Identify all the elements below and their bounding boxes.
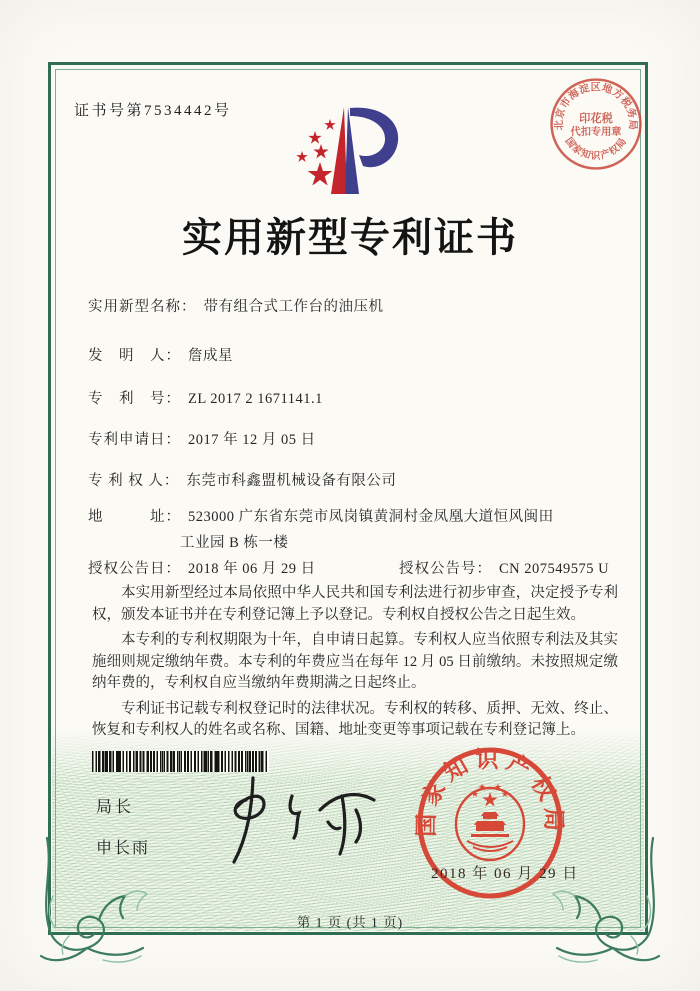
director-name-label: 申长雨 [96, 840, 151, 857]
field-value: ZL 2017 2 1671141.1 [188, 391, 323, 407]
field-value: 詹成星 [188, 348, 233, 364]
tax-stamp-ring-top-text: 北京市海淀区地方税务局 [554, 82, 638, 131]
cnipa-seal-ring-text: 国家知识产权局 [413, 747, 567, 837]
legal-paragraph-2: 本专利的专利权期限为十年，自申请日起算。专利权人应当依照专利法及其实施细则规定缴纳年费。本专利的年费应当在每年 12 月 05 日前缴纳。未按照规定缴纳年费的，专利权自应当缴纳年费期满之日起终止。 [92, 632, 618, 691]
cnipa-patent-logo-icon [286, 100, 408, 202]
field-label: 发 明 人： [88, 348, 181, 364]
field-label: 专利申请日： [88, 432, 181, 448]
legal-paragraph-1: 本实用新型经过本局依照中华人民共和国专利法进行初步审查，决定授予专利权，颁发本证书并在专利登记簿上予以登记。专利权自授权公告之日起生效。 [92, 585, 618, 623]
tax-stamp-seal [548, 76, 644, 172]
legal-text-block [92, 583, 618, 746]
svg-text:国家知识产权局 [563, 135, 630, 162]
logo-blue-bowl [350, 108, 398, 168]
certificate-title: 实用新型专利证书 [182, 215, 518, 260]
field-value: 2018 年 06 月 29 日 [188, 561, 316, 577]
field-label: 实用新型名称： [88, 299, 197, 315]
tax-stamp-center-line1: 印花税 [579, 112, 613, 125]
field-row-grant-number [399, 556, 609, 582]
field-row-inventor [88, 343, 233, 369]
tax-stamp-ring-bottom-text: 国家知识产权局 [562, 135, 630, 162]
certificate-number: 证书号第7534442号 [74, 103, 232, 119]
legal-paragraph-3: 专利证书记载专利权登记时的法律状况。专利权的转移、质押、无效、终止、恢复和专利权人的姓名或名称、国籍、地址变更等事项记载在专利登记簿上。 [92, 700, 618, 738]
page-footer: 第 1 页 (共 1 页) [296, 915, 404, 930]
field-value: 带有组合式工作台的油压机 [203, 299, 384, 315]
field-row-grant-date [88, 556, 316, 582]
field-label: 授权公告号： [399, 561, 492, 577]
logo-stars [296, 119, 335, 186]
field-value: 523000 广东省东莞市凤岗镇黄洞村金凤凰大道恒风闽田 [188, 509, 554, 525]
tax-stamp-center-line2: 代扣专用章 [570, 127, 622, 139]
field-label: 专 利 权 人： [88, 473, 180, 489]
field-row-patent-number [88, 386, 323, 412]
national-emblem [456, 783, 524, 860]
field-value-line2: 工业园 B 栋一楼 [180, 535, 289, 551]
seal-date: 2018 年 06 月 29 日 [431, 866, 579, 882]
field-row-patentee [88, 468, 396, 494]
logo-blue-stem [345, 107, 359, 194]
field-value: CN 207549575 U [499, 561, 610, 577]
field-row-invention-name [88, 294, 384, 320]
logo-red-wedge [331, 107, 347, 194]
field-value: 2017 年 12 月 05 日 [188, 432, 316, 448]
field-row-filing-date [88, 427, 316, 453]
field-label: 专 利 号： [88, 391, 181, 407]
director-title-label: 局长 [96, 799, 135, 816]
field-label: 授权公告日： [88, 561, 181, 577]
field-value: 东莞市科鑫盟机械设备有限公司 [186, 473, 397, 489]
field-row-address [88, 504, 554, 556]
director-signature [206, 766, 388, 872]
field-label: 地 址： [88, 509, 181, 525]
